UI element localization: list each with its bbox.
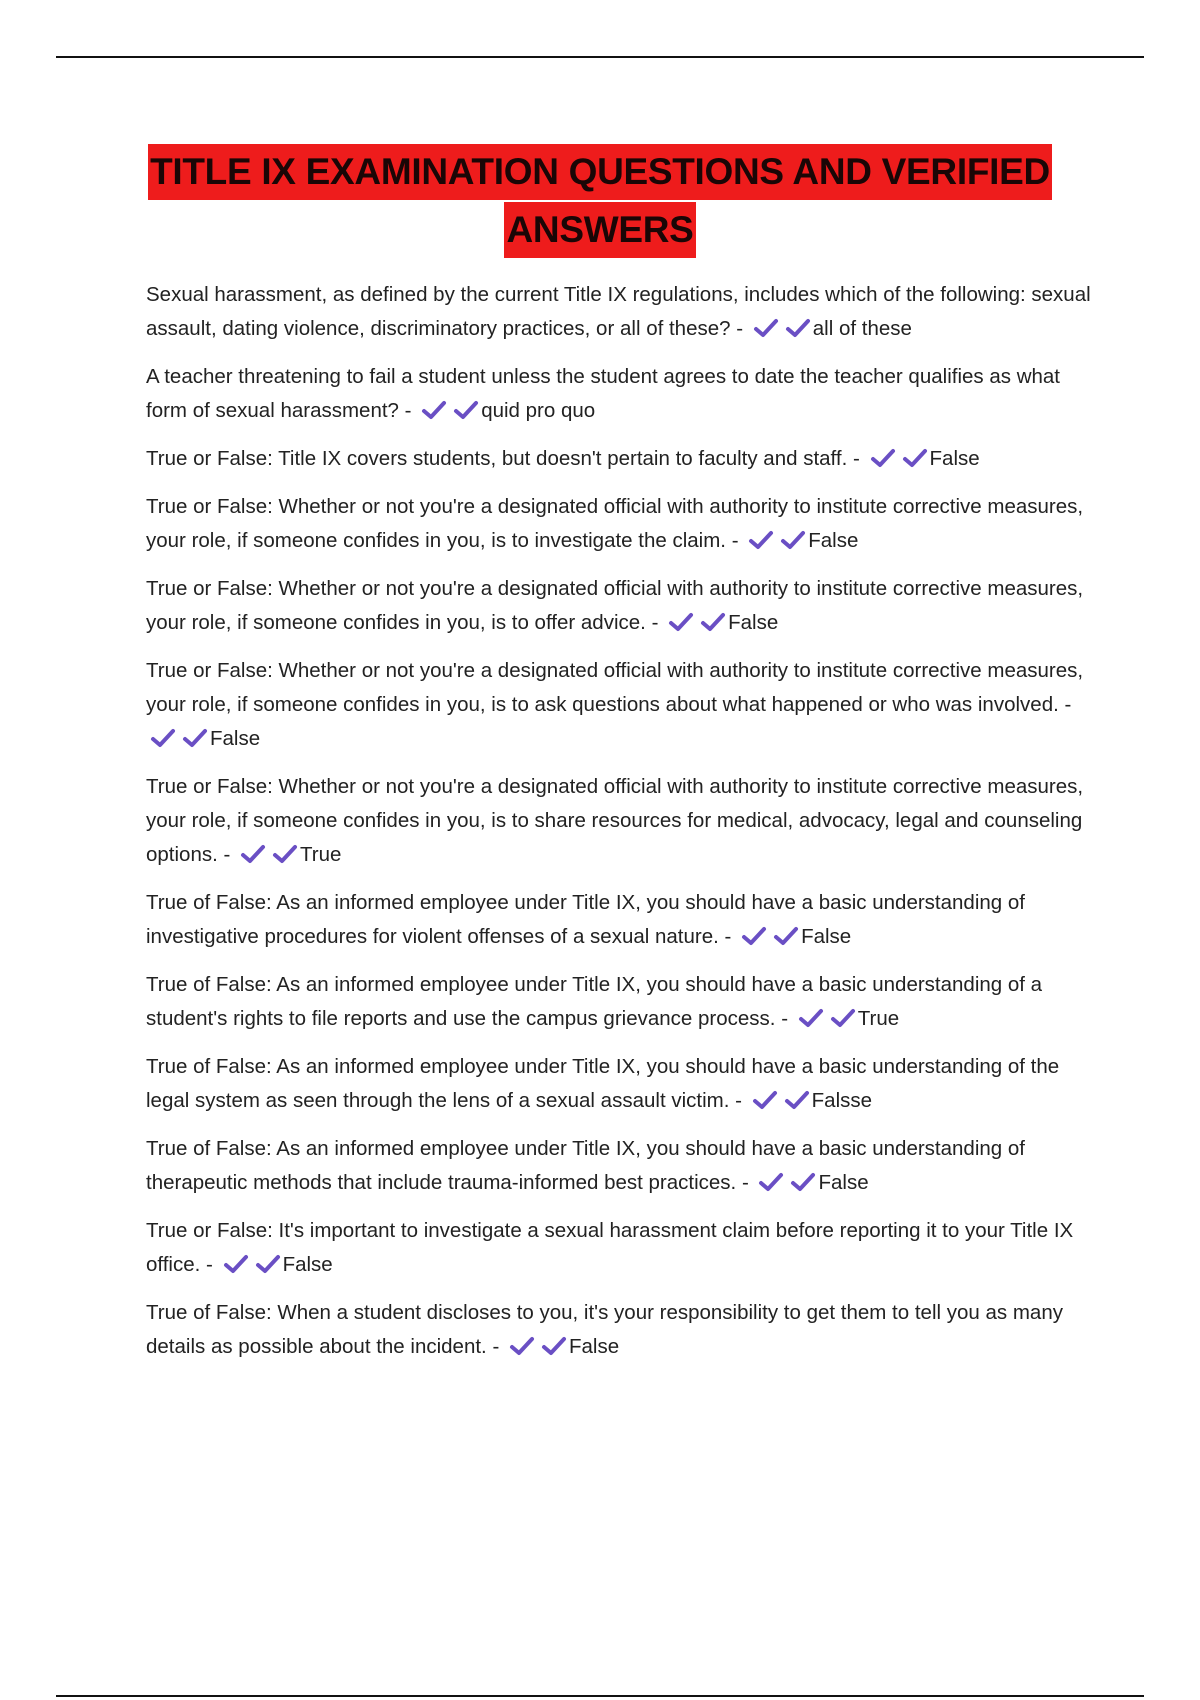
answer-separator: -	[223, 843, 231, 866]
title-line-2: ANSWERS	[504, 202, 695, 258]
answer-text: all of these	[812, 317, 912, 340]
answer-separator: -	[741, 1171, 749, 1194]
qa-item	[146, 1296, 1096, 1364]
document-title	[0, 144, 1200, 258]
question-text: True or False: Whether or not you're a designated official with authority to institute corrective measures, your role, if someone confides in you, is to ask questions about what happened or who was involved.	[146, 659, 1084, 716]
answer-separator: -	[1064, 693, 1072, 716]
qa-item	[146, 1132, 1096, 1200]
checkmark-icon	[182, 727, 208, 749]
question-text: True of False: When a student discloses to you, it's your responsibility to get them to tell you as many details as possible about the incident.	[146, 1301, 1063, 1358]
checkmark-icon	[758, 1171, 784, 1193]
checkmark-icon	[784, 1089, 810, 1111]
checkmark-icon	[272, 843, 298, 865]
checkmark-icon	[541, 1335, 567, 1357]
question-text: True of False: As an informed employee under Title IX, you should have a basic understanding of therapeutic methods that include trauma-informed best practices.	[146, 1137, 1025, 1194]
qa-item	[146, 572, 1096, 640]
checkmark-icon	[255, 1253, 281, 1275]
answer-text: False	[801, 925, 852, 948]
answer-text: False	[210, 727, 261, 750]
checkmark-icon	[773, 925, 799, 947]
checkmark-icon	[421, 399, 447, 421]
checkmark-icon	[870, 447, 896, 469]
qa-item	[146, 1050, 1096, 1118]
title-line-1: TITLE IX EXAMINATION QUESTIONS AND VERIFIED	[148, 144, 1052, 200]
answer-separator: -	[651, 611, 659, 634]
bottom-rule	[56, 1695, 1144, 1697]
question-text: True or False: Title IX covers students, but doesn't pertain to faculty and staff.	[146, 447, 848, 470]
checkmark-icon	[780, 529, 806, 551]
qa-item	[146, 442, 1096, 476]
checkmark-icon	[790, 1171, 816, 1193]
answer-separator: -	[852, 447, 860, 470]
top-rule	[56, 56, 1144, 58]
qa-item	[146, 886, 1096, 954]
checkmark-icon	[798, 1007, 824, 1029]
qa-item	[146, 968, 1096, 1036]
qa-item	[146, 490, 1096, 558]
question-text: True or False: Whether or not you're a designated official with authority to institute corrective measures, your role, if someone confides in you, is to investigate the claim.	[146, 495, 1084, 552]
answer-text: False	[728, 611, 779, 634]
checkmark-icon	[223, 1253, 249, 1275]
question-text: True of False: As an informed employee under Title IX, you should have a basic understanding of investigative procedures for violent offenses of a sexual nature.	[146, 891, 1025, 948]
answer-text: quid pro quo	[481, 399, 596, 422]
question-text: True of False: As an informed employee under Title IX, you should have a basic understanding of a student's rights to file reports and use the campus grievance process.	[146, 973, 1043, 1030]
checkmark-icon	[509, 1335, 535, 1357]
question-text: A teacher threatening to fail a student unless the student agrees to date the teacher qualifies as what form of sexual harassment?	[146, 365, 1060, 422]
answer-separator: -	[724, 925, 732, 948]
answer-separator: -	[781, 1007, 789, 1030]
checkmark-icon	[668, 611, 694, 633]
qa-item	[146, 1214, 1096, 1282]
qa-item	[146, 360, 1096, 428]
question-text: True or False: Whether or not you're a designated official with authority to institute corrective measures, your role, if someone confides in you, is to offer advice.	[146, 577, 1084, 634]
answer-separator: -	[206, 1253, 213, 1276]
checkmark-icon	[748, 529, 774, 551]
answer-separator: -	[735, 1089, 742, 1112]
checkmark-icon	[453, 399, 479, 421]
qa-item	[146, 770, 1096, 872]
checkmark-icon	[700, 611, 726, 633]
question-text: True of False: As an informed employee under Title IX, you should have a basic understanding of the legal system as seen through the lens of a sexual assault victim.	[146, 1055, 1060, 1112]
answer-text: False	[569, 1335, 620, 1358]
answer-separator: -	[492, 1335, 500, 1358]
answer-text: True	[300, 843, 342, 866]
question-text: Sexual harassment, as defined by the current Title IX regulations, includes which of the following: sexual assault, dating violence, discriminatory practices, or all of these?	[146, 283, 1091, 340]
qa-item	[146, 654, 1096, 756]
checkmark-icon	[902, 447, 928, 469]
checkmark-icon	[785, 317, 811, 339]
question-text: True or False: It's important to investigate a sexual harassment claim before reporting it to your Title IX office.	[146, 1219, 1074, 1276]
checkmark-icon	[240, 843, 266, 865]
answer-separator: -	[404, 399, 412, 422]
answer-text: False	[282, 1253, 333, 1276]
qa-list	[146, 278, 1096, 1378]
answer-text: False	[929, 447, 980, 470]
checkmark-icon	[830, 1007, 856, 1029]
answer-text: Falsse	[811, 1089, 873, 1112]
answer-text: True	[857, 1007, 900, 1030]
checkmark-icon	[150, 727, 176, 749]
answer-text: False	[808, 529, 859, 552]
qa-item	[146, 278, 1096, 346]
answer-separator: -	[736, 317, 744, 340]
question-text: True or False: Whether or not you're a designated official with authority to institute corrective measures, your role, if someone confides in you, is to share resources for medical, advocacy, legal and counseling options.	[146, 775, 1084, 866]
checkmark-icon	[752, 1089, 778, 1111]
answer-text: False	[818, 1171, 869, 1194]
checkmark-icon	[753, 317, 779, 339]
answer-separator: -	[731, 529, 739, 552]
checkmark-icon	[741, 925, 767, 947]
